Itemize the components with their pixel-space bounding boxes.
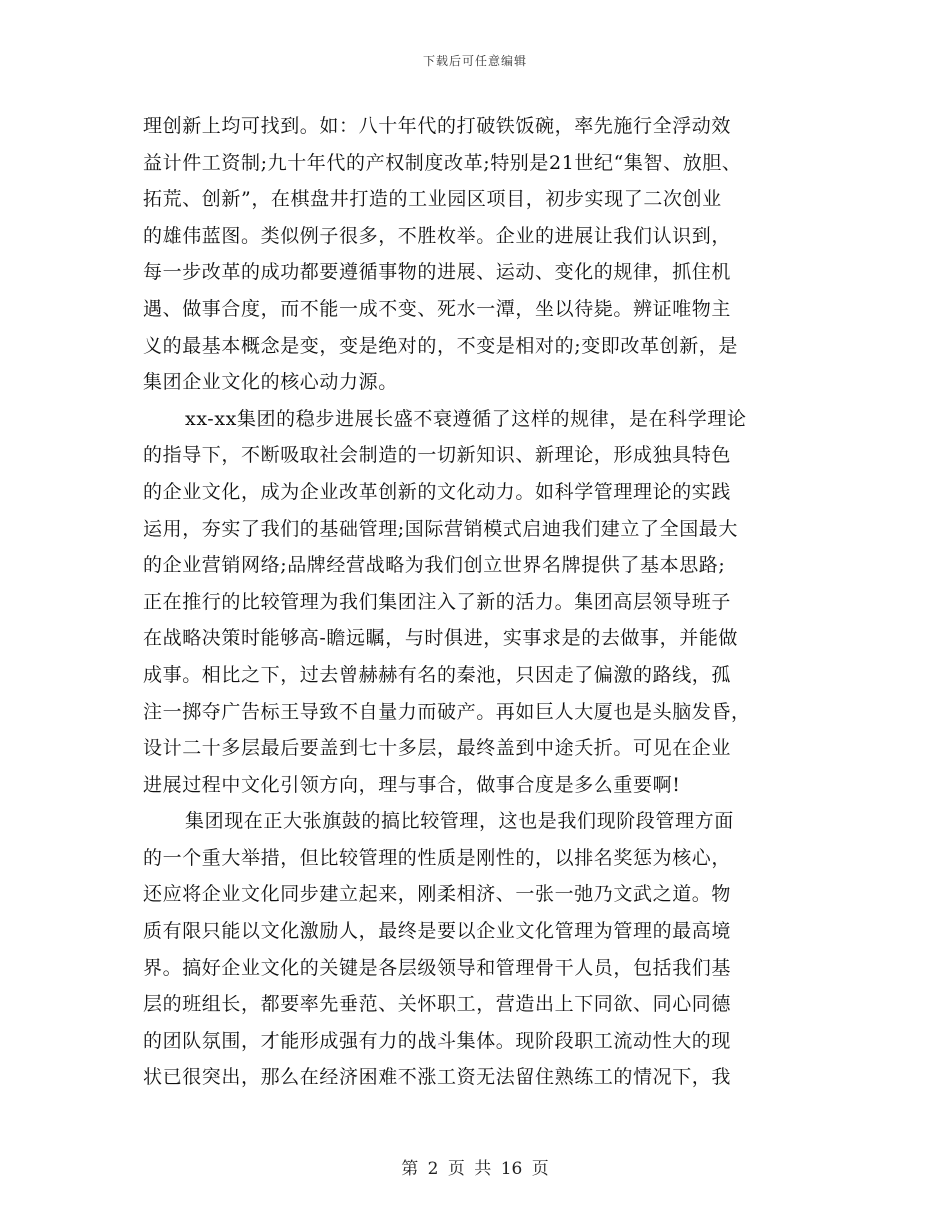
paragraph [143, 803, 823, 1096]
paragraph [143, 401, 823, 804]
text-line: xx-xx集团的稳步进展长盛不衰遵循了这样的规律，是在科学理论 [185, 407, 747, 430]
text-line: 在战略决策时能够高-瞻远瞩，与时俱进，实事求是的去做事，并能做 [143, 627, 739, 650]
text-line: 的企业文化，成为企业改革创新的文化动力。如科学管理理论的实践 [143, 480, 732, 503]
text-line: 界。搞好企业文化的关键是各层级领导和管理骨干人员，包括我们基 [143, 956, 732, 979]
text-line: 的指导下，不断吸取社会制造的一切新知识、新理论，形成独具特色 [143, 444, 732, 467]
text-line: 益计件工资制;九十年代的产权制度改革;特别是21世纪“集智、放胆、 [143, 151, 742, 174]
text-line: 成事。相比之下，过去曾赫赫有名的秦池，只因走了偏激的路线，孤 [143, 663, 732, 686]
text-line: 还应将企业文化同步建立起来，刚柔相济、一张一弛乃文武之道。物 [143, 883, 732, 906]
paragraph [143, 108, 823, 401]
text-line: 的团队氛围，才能形成强有力的战斗集体。现阶段职工流动性大的现 [143, 1029, 732, 1052]
page-header-note: 下载后可任意编辑 [422, 54, 527, 68]
text-line: 质有限只能以文化激励人，最终是要以企业文化管理为管理的最高境 [143, 920, 732, 943]
text-line: 层的班组长，都要率先垂范、关怀职工，营造出上下同欲、同心同德 [143, 993, 732, 1016]
text-line: 进展过程中文化引领方向，理与事合，做事合度是多么重要啊! [143, 773, 681, 796]
text-line: 正在推行的比较管理为我们集团注入了新的活力。集团高层领导班子 [143, 590, 732, 613]
text-line: 集团企业文化的核心动力源。 [143, 371, 398, 394]
document-body [143, 108, 823, 1096]
text-line: 遇、做事合度，而不能一成不变、死水一潭，坐以待毙。辨证唯物主 [143, 297, 732, 320]
text-line: 注一掷夺广告标王导致不自量力而破产。再如巨人大厦也是头脑发昏， [143, 700, 751, 723]
text-line: 的雄伟蓝图。类似例子很多，不胜枚举。企业的进展让我们认识到， [143, 224, 732, 247]
text-line: 集团现在正大张旗鼓的搞比较管理，这也是我们现阶段管理方面 [185, 810, 734, 833]
text-line: 拓荒、创新”，在棋盘井打造的工业园区项目，初步实现了二次创业 [143, 188, 722, 211]
text-line: 运用，夯实了我们的基础管理;国际营销模式启迪我们建立了全国最大 [143, 517, 739, 540]
text-line: 状已很突出，那么在经济困难不涨工资无法留住熟练工的情况下，我 [143, 1066, 732, 1089]
page-number-footer: 第 2 页 共 16 页 [401, 1159, 549, 1179]
text-line: 义的最基本概念是变，变是绝对的，不变是相对的;变即改革创新，是 [143, 334, 739, 357]
text-line: 的企业营销网络;品牌经营战略为我们创立世界名牌提供了基本思路; [143, 554, 726, 577]
text-line: 理创新上均可找到。如：八十年代的打破铁饭碗，率先施行全浮动效 [143, 115, 732, 137]
text-line: 设计二十多层最后要盖到七十多层，最终盖到中途夭折。可见在企业 [143, 737, 732, 760]
text-line: 的一个重大举措，但比较管理的性质是刚性的，以排名奖惩为核心， [143, 846, 732, 869]
text-line: 每一步改革的成功都要遵循事物的进展、运动、变化的规律，抓住机 [143, 261, 732, 284]
